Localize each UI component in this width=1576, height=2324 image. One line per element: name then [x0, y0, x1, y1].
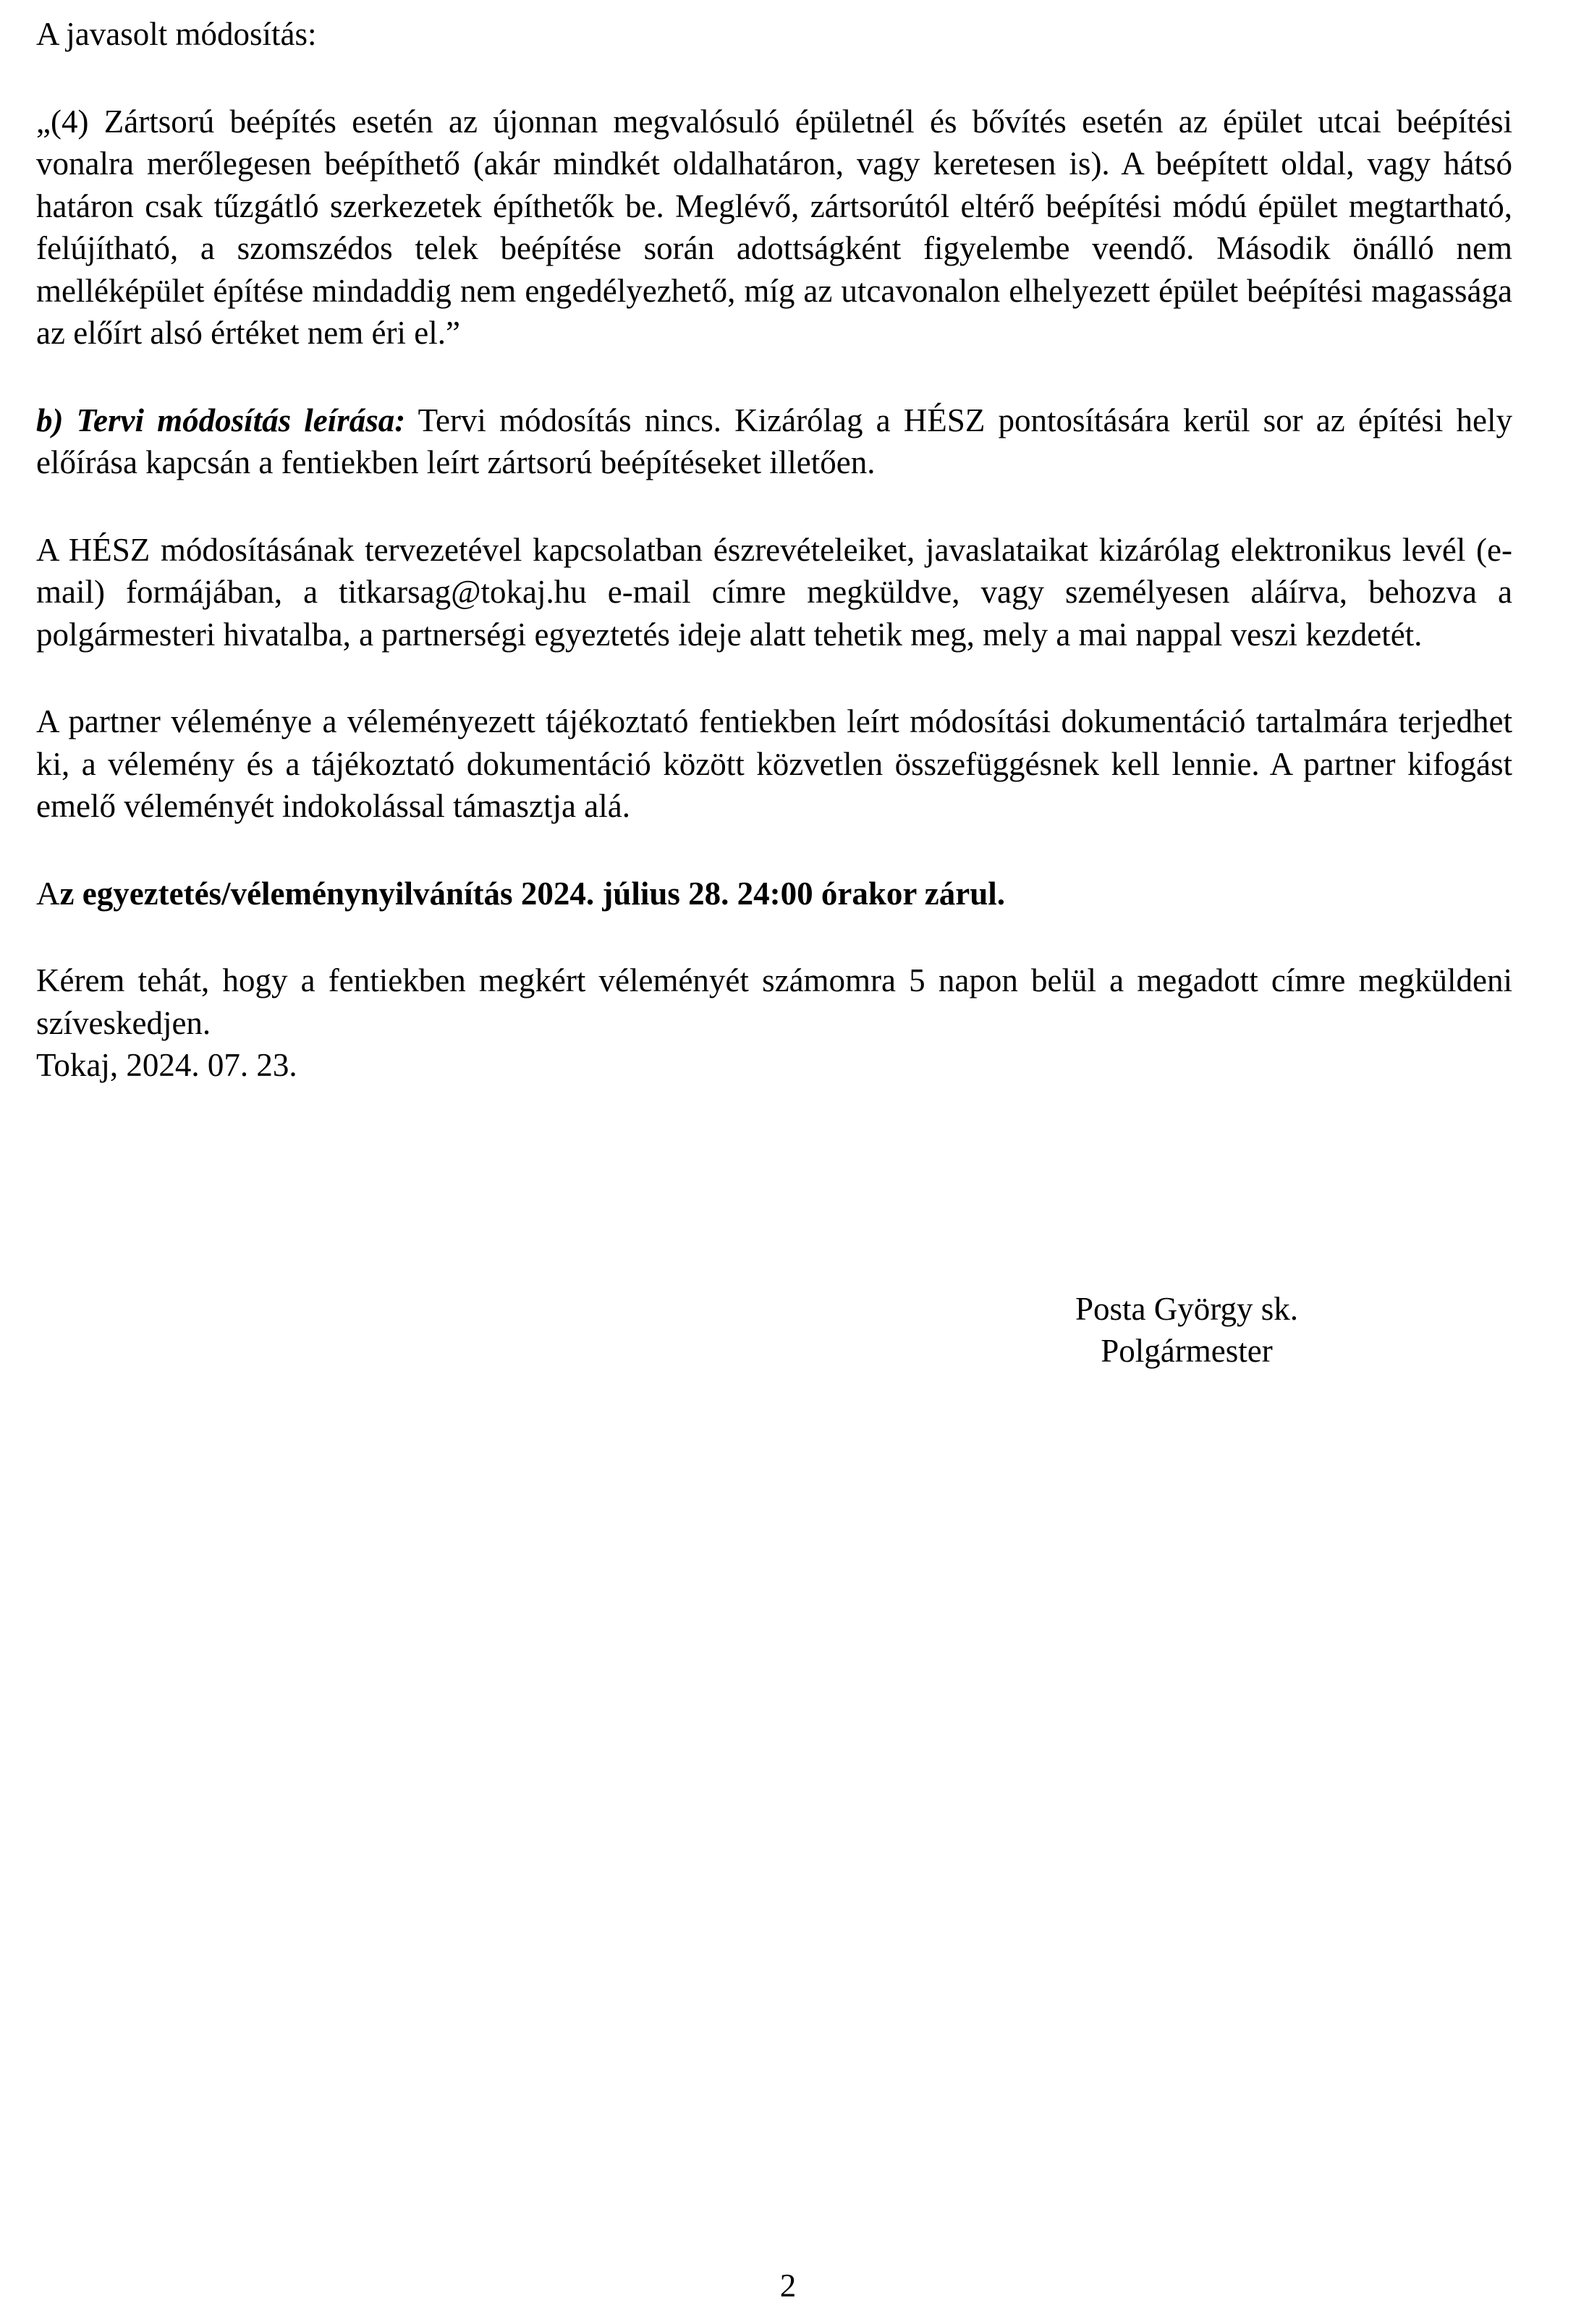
deadline-paragraph [36, 873, 1512, 915]
signatory-name: Posta György sk. [1075, 1291, 1298, 1327]
document-body [36, 13, 1512, 1087]
city-date: Tokaj, 2024. 07. 23. [36, 1047, 297, 1083]
quoted-regulation-paragraph: „(4) Zártsorú beépítés esetén az újonnan megvalósuló épületnél és bővítés esetén az épület utcai beépítési vonalra merőlegesen beépíthető (akár mindkét oldalhatáron, vagy keretesen is). A beépített oldal, vagy hátsó határon csak tűzgátló szerkezetek építhetők be. Meglévő, zártsorútól eltérő beépítési módú épület megtartható, felújítható, a szomszédos telek beépítése során adottságként figyelembe veendő. Második önálló nem melléképület építése mindaddig nem engedélyezhető, míg az utcavonalon elhelyezett épület beépítési magassága az előírt alsó értéket nem éri el.” [36, 103, 1512, 351]
signature-block [1028, 1288, 1346, 1372]
proposal-heading: A javasolt módosítás: [36, 16, 317, 52]
deadline-bold-text: z egyeztetés/véleménynyilvánítás 2024. július 28. 24:00 órakor zárul. [59, 875, 1005, 912]
deadline-prefix: A [36, 875, 60, 912]
section-b-label: b) Tervi módosítás leírása: [36, 402, 406, 438]
request-paragraph: Kérem tehát, hogy a fentiekben megkért véleményét számomra 5 napon belül a megadott címre megküldeni szíveskedjen. [36, 962, 1512, 1041]
section-b-text: Tervi módosítás nincs. Kizárólag a HÉSZ pontosítására kerül sor az építési hely előírása kapcsán a fentiekben leírt zártsorú beépítéseket illetően. [36, 402, 1512, 480]
partner-paragraph: A partner véleménye a véleményezett tájékoztató fentiekben leírt módosítási dokumentáció tartalmára terjedhet ki, a vélemény és a tájékoztató dokumentáció között közvetlen összefüggésnek kell lennie. A partner kifogást emelő véleményét indokolással támasztja alá. [36, 703, 1512, 824]
comments-paragraph: A HÉSZ módosításának tervezetével kapcsolatban észrevételeiket, javaslataikat kizárólag elektronikus levél (e-mail) formájában, a titkarsag@tokaj.hu e-mail címre megküldve, vagy személyesen aláírva, behozva a polgármesteri hivatalba, a partnerségi egyeztetés ideje alatt tehetik meg, mely a mai nappal veszi kezdetét. [36, 531, 1512, 653]
section-b-paragraph [36, 399, 1512, 484]
signatory-title: Polgármester [1101, 1333, 1273, 1369]
page-number: 2 [779, 2268, 797, 2304]
